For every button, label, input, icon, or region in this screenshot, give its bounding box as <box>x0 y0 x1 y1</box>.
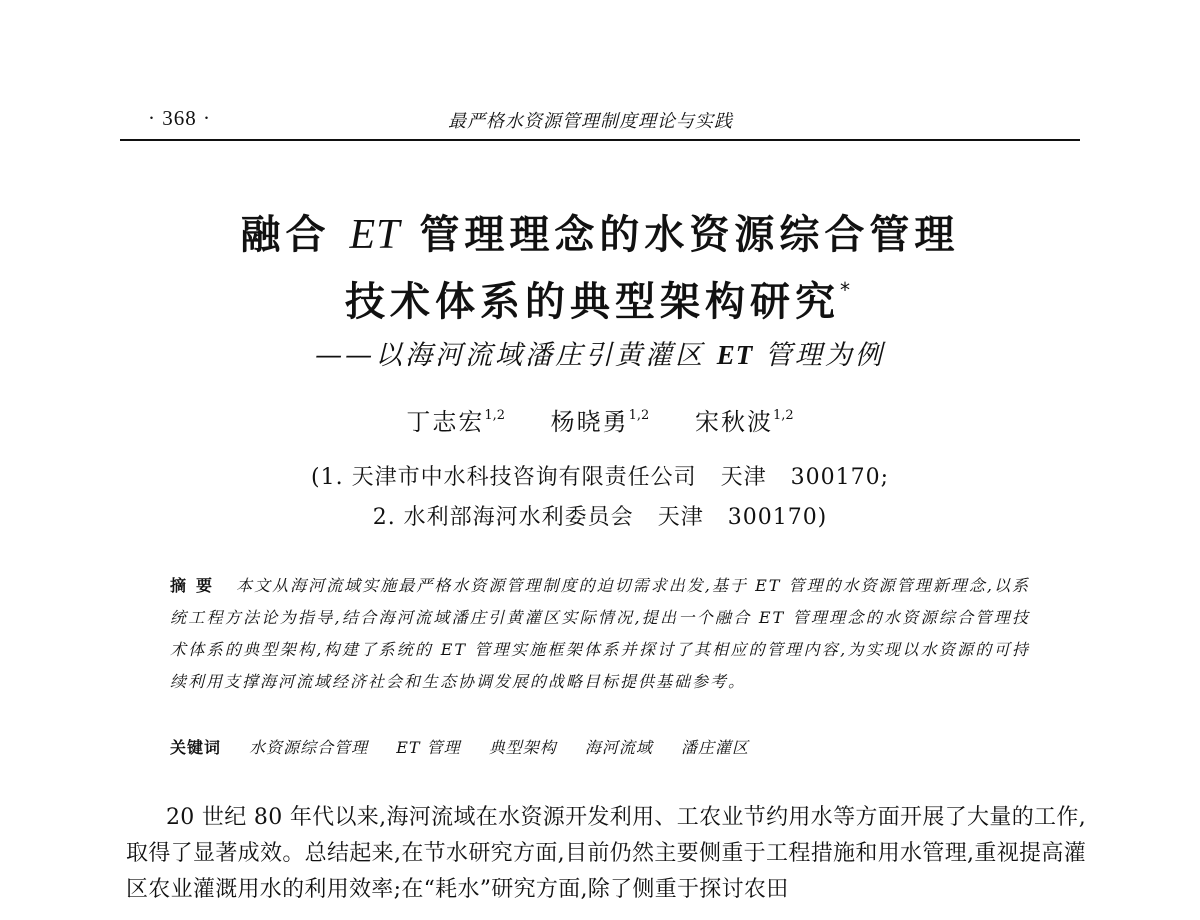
body-paragraph-text: 20 世纪 80 年代以来,海河流域在水资源开发利用、工农业节约用水等方面开展了大量的工作,取得了显著成效。总结起来,在节水研究方面,目前仍然主要侧重于工程措施和用水管理,重视提高灌区农业灌溉用水的利用效率;在“耗水”研究方面,除了侧重于探讨农田 <box>126 805 1086 902</box>
body-paragraph <box>126 800 1086 908</box>
title-text-line-2: 技术体系的典型架构研究 <box>345 279 840 325</box>
abstract-label: 摘要 <box>170 576 223 595</box>
paper-title-line-2 <box>0 270 1200 327</box>
keywords <box>170 734 1030 762</box>
author-name: 杨晓勇 <box>550 408 629 436</box>
header-rule <box>120 139 1080 141</box>
author-list <box>0 402 1200 437</box>
author-affiliation-mark: 1,2 <box>772 408 794 423</box>
affiliation-line-1 <box>0 460 1200 491</box>
paper-subtitle <box>0 333 1200 372</box>
running-title: 最严格水资源管理制度理论与实践 <box>448 111 733 132</box>
author <box>695 402 794 437</box>
keyword: 典型架构 <box>488 738 557 757</box>
affiliation-city: 天津 <box>657 505 704 530</box>
author-affiliation-mark: 1,2 <box>628 408 650 423</box>
subtitle-text-b: 管理为例 <box>764 340 885 371</box>
affiliation-zip: 300170) <box>727 505 828 530</box>
author-name: 丁志宏 <box>406 408 485 436</box>
subtitle-text-a: ——以海河流域潘庄引黄灌区 <box>315 340 706 371</box>
author-affiliation-mark: 1,2 <box>484 408 506 423</box>
title-text-b: 管理理念的水资源综合管理 <box>419 212 960 258</box>
author <box>551 402 650 437</box>
affiliation-city: 天津 <box>720 465 767 490</box>
keywords-label: 关键词 <box>170 738 222 757</box>
abstract-text: 本文从海河流域实施最严格水资源管理制度的迫切需求出发,基于 ET 管理的水资源管理新理念,以系统工程方法论为指导,结合海河流域潘庄引黄灌区实际情况,提出一个融合 ET 管理理念的水资源综合管理技术体系的典型架构,构建了系统的 ET 管理实施框架体系并探讨了其相应的管理内容,为实现以水资源的可持续利用支撑海河流域经济社会和生态协调发展的战略目标提供基础参考。 <box>170 576 1030 691</box>
keyword: 海河流域 <box>584 738 653 757</box>
keyword: ET 管理 <box>396 738 461 757</box>
abstract <box>170 570 1030 698</box>
affiliation-org: (1. 天津市中水科技咨询有限责任公司 <box>311 465 697 490</box>
keyword: 水资源综合管理 <box>249 738 369 757</box>
page-number: · 368 · <box>148 106 211 130</box>
paper-title-line-1 <box>0 203 1200 260</box>
title-text-a: 融合 <box>240 212 331 258</box>
author-name: 宋秋波 <box>694 408 773 436</box>
keyword: 潘庄灌区 <box>680 738 749 757</box>
title-et: ET <box>349 212 401 258</box>
affiliation-line-2 <box>0 500 1200 531</box>
title-footnote-mark: * <box>840 277 855 302</box>
affiliation-zip: 300170; <box>790 465 889 490</box>
affiliation-org: 2. 水利部海河水利委员会 <box>372 505 634 530</box>
running-header <box>120 96 1080 146</box>
author <box>406 402 505 437</box>
subtitle-et: ET <box>716 340 754 370</box>
